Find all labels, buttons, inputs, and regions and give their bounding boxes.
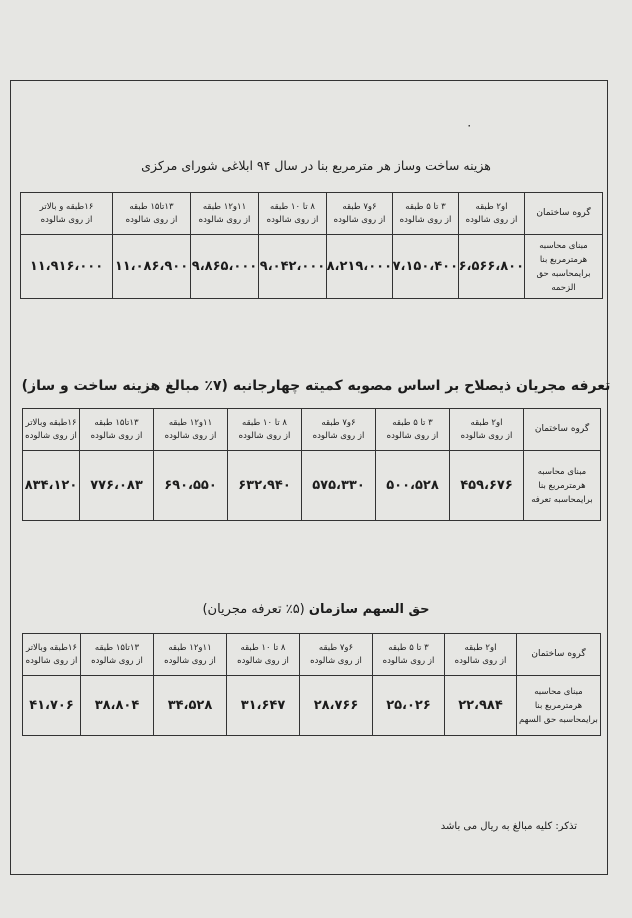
column-header: ۱۳تا۱۵ طبقه از روی شالوده	[113, 193, 191, 235]
basis-label: مبنای محاسبه هرمترمربع بنا برایمحاسبه تعرفه	[524, 451, 601, 521]
column-header: ۱۱و۱۲ طبقه از روی شالوده	[154, 409, 228, 451]
section-3-title	[0, 602, 632, 617]
value-cell: ۱۱،۰۸۶،۹۰۰	[113, 235, 191, 299]
table-header-row	[23, 634, 601, 676]
value-cell: ۴۱،۷۰۶	[23, 676, 81, 736]
column-header: ۶و۷ طبقه از روی شالوده	[327, 193, 393, 235]
column-header: ۱۳تا۱۵ طبقه از روی شالوده	[81, 634, 154, 676]
value-cell: ۲۲،۹۸۴	[445, 676, 517, 736]
value-cell: ۱۱،۹۱۶،۰۰۰	[21, 235, 113, 299]
column-header: ۱۱و۱۲ طبقه از روی شالوده	[154, 634, 227, 676]
column-header: ۸ تا ۱۰ طبقه از روی شالوده	[227, 634, 300, 676]
table-header-row	[23, 409, 601, 451]
column-header: ۱۳تا۱۵ طبقه از روی شالوده	[80, 409, 154, 451]
section-2-title: تعرفه مجریان ذیصلاح بر اساس مصوبه کمیته چهارجانبه (۷٪ مبالغ هزینه ساخت و ساز)	[21, 378, 611, 394]
value-cell: ۳۱،۶۴۷	[227, 676, 300, 736]
column-header: ۳ تا ۵ طبقه از روی شالوده	[393, 193, 459, 235]
column-header: ۱۶طبقه وبالاتر از روی شالوده	[23, 634, 81, 676]
column-header: او۲ طبقه از روی شالوده	[450, 409, 524, 451]
value-cell: ۷،۱۵۰،۴۰۰	[393, 235, 459, 299]
section-3-title-paren: (۵٪ تعرفه مجریان)	[202, 602, 309, 617]
table-row	[21, 235, 603, 299]
organization-share-table	[22, 633, 601, 736]
value-cell: ۶،۵۶۶،۸۰۰	[459, 235, 525, 299]
section-1-title: هزینه ساخت وساز هر مترمربع بنا در سال ۹۴ ابلاغی شورای مرکزی	[141, 158, 491, 173]
value-cell: ۲۵،۰۲۶	[373, 676, 445, 736]
column-header: او۲ طبقه از روی شالوده	[459, 193, 525, 235]
table-header-row	[21, 193, 603, 235]
value-cell: ۹،۰۴۲،۰۰۰	[259, 235, 327, 299]
section-3-title-main: حق السهم سازمان	[308, 602, 430, 617]
group-label: گروه ساختمان	[517, 634, 601, 676]
column-header: ۸ تا ۱۰ طبقه از روی شالوده	[228, 409, 302, 451]
value-cell: ۳۸،۸۰۴	[81, 676, 154, 736]
value-cell: ۲۸،۷۶۶	[300, 676, 373, 736]
column-header: ۱۱و۱۲ طبقه از روی شالوده	[191, 193, 259, 235]
basis-label: مبنای محاسبه هرمترمربع بنا برایمحاسبه حق الزحمه	[525, 235, 603, 299]
stray-mark: ٠	[466, 118, 473, 132]
column-header: ۱۶طبقه و بالاتر از روی شالوده	[21, 193, 113, 235]
value-cell: ۴۵۹،۶۷۶	[450, 451, 524, 521]
value-cell: ۵۰۰،۵۲۸	[376, 451, 450, 521]
group-label: گروه ساختمان	[525, 193, 603, 235]
column-header: او۲ طبقه از روی شالوده	[445, 634, 517, 676]
value-cell: ۶۳۲،۹۴۰	[228, 451, 302, 521]
value-cell: ۳۴،۵۲۸	[154, 676, 227, 736]
executor-tariff-table	[22, 408, 601, 521]
table-row	[23, 676, 601, 736]
construction-cost-table	[20, 192, 603, 299]
column-header: ۳ تا ۵ طبقه از روی شالوده	[376, 409, 450, 451]
group-label: گروه ساختمان	[524, 409, 601, 451]
value-cell: ۷۷۶،۰۸۳	[80, 451, 154, 521]
currency-note: تذکر: کلیه مبالغ به ریال می باشد	[440, 821, 577, 832]
value-cell: ۶۹۰،۵۵۰	[154, 451, 228, 521]
basis-label: مبنای محاسبه هرمترمربع بنا برایمحاسبه حق السهم	[517, 676, 601, 736]
table-row	[23, 451, 601, 521]
column-header: ۱۶طبقه وبالاتر از روی شالوده	[23, 409, 80, 451]
value-cell: ۸۳۴،۱۲۰	[23, 451, 80, 521]
value-cell: ۹،۸۶۵،۰۰۰	[191, 235, 259, 299]
column-header: ۶و۷ طبقه از روی شالوده	[302, 409, 376, 451]
column-header: ۳ تا ۵ طبقه از روی شالوده	[373, 634, 445, 676]
column-header: ۶و۷ طبقه از روی شالوده	[300, 634, 373, 676]
column-header: ۸ تا ۱۰ طبقه از روی شالوده	[259, 193, 327, 235]
value-cell: ۵۷۵،۳۳۰	[302, 451, 376, 521]
value-cell: ۸،۲۱۹،۰۰۰	[327, 235, 393, 299]
